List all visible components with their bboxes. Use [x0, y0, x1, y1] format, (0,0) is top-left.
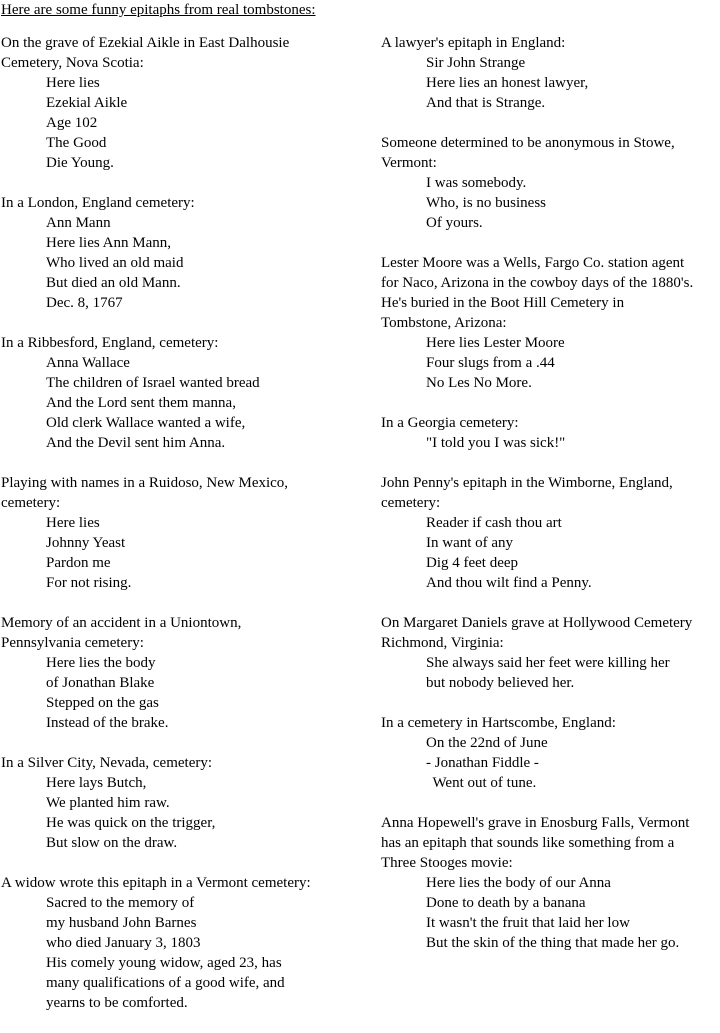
- epitaph-intro-line: Someone determined to be anonymous in Stowe,: [381, 135, 675, 151]
- epitaph-intro-line: In a Ribbesford, England, cemetery:: [1, 335, 219, 351]
- epitaph-verse-line: Here lies an honest lawyer,: [426, 75, 589, 91]
- epitaph-intro-line: Pennsylvania cemetery:: [1, 635, 144, 651]
- epitaph-intro-line: Three Stooges movie:: [381, 855, 513, 871]
- epitaph-verse-line: Four slugs from a .44: [426, 355, 555, 371]
- epitaph-verse-line: Here lies: [46, 515, 100, 531]
- epitaph-verse-line: And that is Strange.: [426, 95, 546, 111]
- epitaph-intro-line: Memory of an accident in a Uniontown,: [1, 615, 242, 631]
- epitaph-verse-line: Here lies Ann Mann,: [46, 235, 171, 251]
- epitaph-intro-line: Playing with names in a Ruidoso, New Mexico,: [1, 475, 289, 491]
- epitaph-intro-line: A lawyer's epitaph in England:: [381, 35, 566, 51]
- epitaph-verse-line: many qualifications of a good wife, and: [46, 975, 285, 991]
- epitaph-verse-line: But the skin of the thing that made her go.: [426, 935, 680, 951]
- epitaph-verse-line: Reader if cash thou art: [426, 515, 562, 531]
- epitaph-verse-line: And the Devil sent him Anna.: [46, 435, 226, 451]
- epitaph-verse-line: I was somebody.: [426, 175, 527, 191]
- epitaph-intro-line: Anna Hopewell's grave in Enosburg Falls, Vermont: [381, 815, 690, 831]
- epitaph-verse-line: Went out of tune.: [429, 775, 537, 791]
- epitaph-verse-line: Die Young.: [46, 155, 114, 171]
- epitaph-intro-line: Cemetery, Nova Scotia:: [1, 55, 144, 71]
- epitaph-verse-line: But died an old Mann.: [46, 275, 181, 291]
- left-column: [1, 33, 369, 1033]
- epitaph-block: [381, 33, 720, 113]
- epitaph-block: [381, 713, 720, 793]
- epitaph-intro-line: Lester Moore was a Wells, Fargo Co. station agent: [381, 255, 685, 271]
- epitaph-intro-line: Vermont:: [381, 155, 437, 171]
- epitaph-intro-line: cemetery:: [381, 495, 441, 511]
- epitaph-verse-line: The children of Israel wanted bread: [46, 375, 260, 391]
- epitaph-intro-line: In a Silver City, Nevada, cemetery:: [1, 755, 213, 771]
- epitaph-verse-line: who died January 3, 1803: [46, 935, 201, 951]
- epitaph-verse-line: His comely young widow, aged 23, has: [46, 955, 282, 971]
- epitaph-block: [1, 613, 369, 733]
- epitaph-intro-line: has an epitaph that sounds like something from a: [381, 835, 675, 851]
- epitaph-verse-line: On the 22nd of June: [426, 735, 548, 751]
- epitaph-verse-line: In want of any: [426, 535, 514, 551]
- epitaph-intro-line: On the grave of Ezekial Aikle in East Dalhousie: [1, 35, 290, 51]
- epitaph-verse-line: "I told you I was sick!": [426, 435, 566, 451]
- epitaph-intro-line: On Margaret Daniels grave at Hollywood Cemetery: [381, 615, 693, 631]
- epitaph-verse-line: Done to death by a banana: [426, 895, 586, 911]
- epitaph-intro-line: In a Georgia cemetery:: [381, 415, 519, 431]
- epitaph-verse-line: It wasn't the fruit that laid her low: [426, 915, 630, 931]
- epitaph-verse-line: Here lies the body of our Anna: [426, 875, 611, 891]
- epitaph-intro-line: He's buried in the Boot Hill Cemetery in: [381, 295, 625, 311]
- epitaph-verse-line: Anna Wallace: [46, 355, 130, 371]
- epitaph-block: [381, 813, 720, 953]
- epitaph-block: [1, 873, 369, 1013]
- epitaph-verse-line: The Good: [46, 135, 107, 151]
- epitaph-block: [381, 473, 720, 593]
- epitaph-verse-line: Here lies: [46, 75, 100, 91]
- epitaph-block: [381, 613, 720, 693]
- epitaph-block: [1, 473, 369, 593]
- epitaph-intro-line: In a London, England cemetery:: [1, 195, 195, 211]
- epitaph-verse-line: For not rising.: [46, 575, 132, 591]
- epitaph-intro-line: Tombstone, Arizona:: [381, 315, 507, 331]
- epitaph-verse-line: Ann Mann: [46, 215, 111, 231]
- epitaph-verse-line: Here lays Butch,: [46, 775, 147, 791]
- epitaph-verse-line: Stepped on the gas: [46, 695, 159, 711]
- epitaph-intro-line: John Penny's epitaph in the Wimborne, England,: [381, 475, 673, 491]
- epitaph-verse-line: Here lies the body: [46, 655, 156, 671]
- epitaph-intro-line: for Naco, Arizona in the cowboy days of the 1880's.: [381, 275, 694, 291]
- epitaph-verse-line: Here lies Lester Moore: [426, 335, 565, 351]
- epitaph-block: [381, 413, 720, 453]
- epitaph-verse-line: - Jonathan Fiddle -: [426, 755, 539, 771]
- epitaph-verse-line: She always said her feet were killing her: [426, 655, 670, 671]
- right-column: [381, 33, 720, 973]
- epitaph-verse-line: Ezekial Aikle: [46, 95, 128, 111]
- epitaph-verse-line: Sir John Strange: [426, 55, 526, 71]
- epitaph-verse-line: And thou wilt find a Penny.: [426, 575, 592, 591]
- epitaph-verse-line: of Jonathan Blake: [46, 675, 155, 691]
- epitaph-block: [381, 253, 720, 393]
- page-title: Here are some funny epitaphs from real tombstones:: [1, 2, 316, 18]
- epitaph-verse-line: Who lived an old maid: [46, 255, 184, 271]
- epitaph-verse-line: Dec. 8, 1767: [46, 295, 123, 311]
- epitaph-verse-line: my husband John Barnes: [46, 915, 197, 931]
- epitaph-intro-line: Richmond, Virginia:: [381, 635, 504, 651]
- epitaph-verse-line: We planted him raw.: [46, 795, 170, 811]
- epitaph-verse-line: but nobody believed her.: [426, 675, 575, 691]
- epitaph-verse-line: Sacred to the memory of: [46, 895, 195, 911]
- epitaph-verse-line: yearns to be comforted.: [46, 995, 188, 1011]
- epitaph-intro-line: cemetery:: [1, 495, 61, 511]
- epitaph-block: [1, 193, 369, 313]
- epitaph-verse-line: Instead of the brake.: [46, 715, 169, 731]
- epitaph-intro-line: In a cemetery in Hartscombe, England:: [381, 715, 616, 731]
- epitaph-block: [1, 33, 369, 173]
- epitaph-block: [1, 333, 369, 453]
- epitaph-verse-line: Who, is no business: [426, 195, 546, 211]
- epitaph-block: [1, 753, 369, 853]
- epitaph-verse-line: And the Lord sent them manna,: [46, 395, 236, 411]
- epitaph-verse-line: Old clerk Wallace wanted a wife,: [46, 415, 246, 431]
- epitaph-verse-line: He was quick on the trigger,: [46, 815, 216, 831]
- epitaph-verse-line: Pardon me: [46, 555, 111, 571]
- epitaph-verse-line: Dig 4 feet deep: [426, 555, 519, 571]
- epitaph-block: [381, 133, 720, 233]
- epitaph-verse-line: No Les No More.: [426, 375, 532, 391]
- epitaph-verse-line: Age 102: [46, 115, 98, 131]
- epitaph-intro-line: A widow wrote this epitaph in a Vermont cemetery:: [1, 875, 311, 891]
- epitaph-verse-line: But slow on the draw.: [46, 835, 178, 851]
- epitaph-verse-line: Johnny Yeast: [46, 535, 126, 551]
- epitaph-verse-line: Of yours.: [426, 215, 483, 231]
